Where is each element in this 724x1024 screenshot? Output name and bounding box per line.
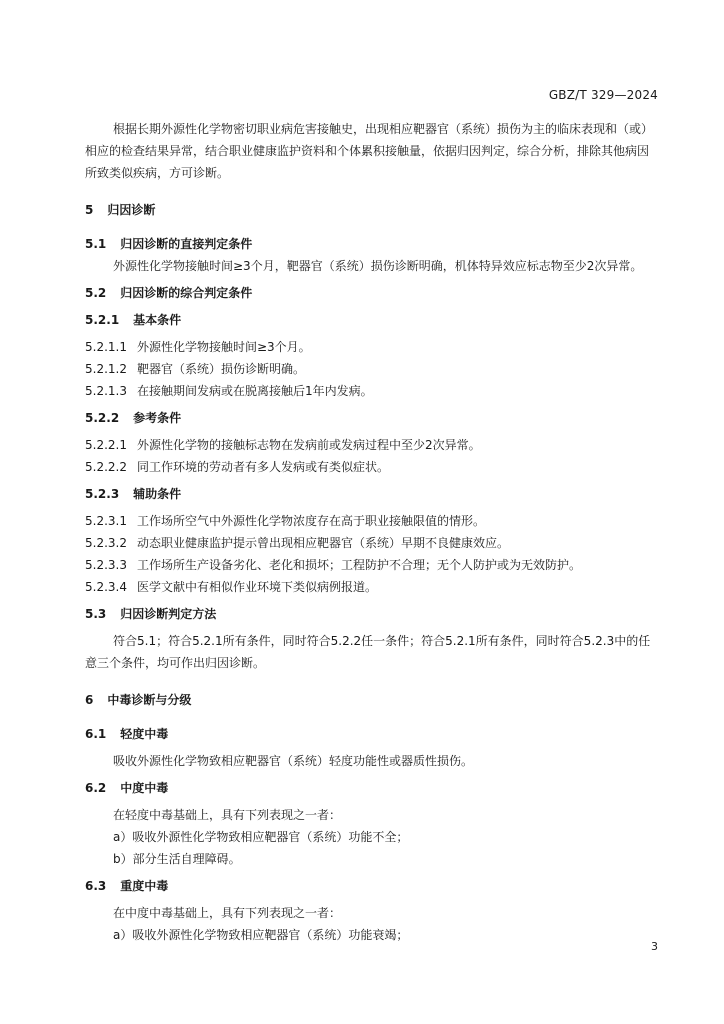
section-5-3-text: 符合5.1；符合5.2.1所有条件，同时符合5.2.2任一条件；符合5.2.1所有条件，同时符合5.2.3中的任意三个条件，均可作出归因诊断。: [85, 634, 651, 670]
item-number: 5.2.2.2: [85, 460, 127, 474]
item-text: 同工作环境的劳动者有多人发病或有类似症状。: [136, 460, 389, 474]
list-item: [85, 576, 660, 598]
item-number: 5.2.2.1: [85, 438, 127, 452]
item-number: 5.2.1.2: [85, 362, 127, 376]
section-number: 6.1: [85, 727, 107, 741]
section-5-2-heading: [85, 282, 660, 304]
page-number: 3: [651, 940, 658, 953]
item-text: 医学文献中有相似作业环境下类似病例报道。: [136, 580, 377, 594]
section-title: 轻度中毒: [120, 727, 169, 741]
item-number: 5.2.3.3: [85, 558, 127, 572]
section-6-2-lead: 在轻度中毒基础上，具有下列表现之一者：: [113, 808, 342, 822]
section-6-3-lead: 在中度中毒基础上，具有下列表现之一者：: [113, 906, 342, 920]
page-content: [85, 118, 660, 946]
section-number: 5.3: [85, 607, 107, 621]
section-6-3-heading: [85, 875, 660, 897]
section-title: 参考条件: [133, 411, 182, 425]
section-number: 6.3: [85, 879, 107, 893]
section-5-heading: [85, 199, 660, 221]
item-text: 外源性化学物的接触标志物在发病前或发病过程中至少2次异常。: [136, 438, 481, 452]
section-6-heading: [85, 689, 660, 711]
section-number: 5.2.2: [85, 411, 120, 425]
section-number: 5.2.3: [85, 487, 120, 501]
item-number: 5.2.3.2: [85, 536, 127, 550]
section-title: 归因诊断判定方法: [120, 607, 217, 621]
item-text: 工作场所生产设备劣化、老化和损坏；工程防护不合理；无个人防护或为无效防护。: [136, 558, 581, 572]
section-title: 归因诊断的直接判定条件: [120, 237, 253, 251]
list-item: a）吸收外源性化学物致相应靶器官（系统）功能衰竭；: [113, 928, 409, 942]
section-5-2-1-heading: [85, 309, 660, 331]
section-title: 基本条件: [133, 313, 182, 327]
list-item: [85, 456, 660, 478]
item-text: 外源性化学物接触时间≥3个月。: [136, 340, 311, 354]
list-item: [85, 532, 660, 554]
section-title: 中毒诊断与分级: [107, 693, 192, 707]
section-title: 归因诊断的综合判定条件: [120, 286, 253, 300]
section-title: 重度中毒: [120, 879, 169, 893]
intro-paragraph: 根据长期外源性化学物密切职业病危害接触史，出现相应靶器官（系统）损伤为主的临床表现和（或）相应的检查结果异常，结合职业健康监护资料和个体累积接触量，依据归因判定，综合分析，排除其他病因所致类似疾病，方可诊断。: [85, 122, 654, 180]
section-number: 5: [85, 203, 94, 217]
list-item: [85, 380, 660, 402]
section-6-2-heading: [85, 777, 660, 799]
list-item: [85, 434, 660, 456]
section-number: 5.2: [85, 286, 107, 300]
section-number: 5.2.1: [85, 313, 120, 327]
list-item: [85, 358, 660, 380]
section-5-2-3-heading: [85, 483, 660, 505]
section-5-1-heading: [85, 233, 660, 255]
section-5-2-2-heading: [85, 407, 660, 429]
item-text: 动态职业健康监护提示曾出现相应靶器官（系统）早期不良健康效应。: [136, 536, 509, 550]
item-text: 在接触期间发病或在脱离接触后1年内发病。: [136, 384, 373, 398]
section-5-1-text: 外源性化学物接触时间≥3个月，靶器官（系统）损伤诊断明确，机体特异效应标志物至少2次异常。: [113, 259, 643, 273]
section-title: 中度中毒: [120, 781, 169, 795]
section-number: 6.2: [85, 781, 107, 795]
list-item: [85, 336, 660, 358]
section-number: 5.1: [85, 237, 107, 251]
item-text: 工作场所空气中外源性化学物浓度存在高于职业接触限值的情形。: [136, 514, 485, 528]
list-item: a）吸收外源性化学物致相应靶器官（系统）功能不全；: [113, 830, 409, 844]
list-item: b）部分生活自理障碍。: [113, 852, 241, 866]
item-number: 5.2.1.1: [85, 340, 127, 354]
section-6-1-heading: [85, 723, 660, 745]
document-code: GBZ/T 329—2024: [548, 88, 658, 102]
list-item: [85, 510, 660, 532]
section-title: 辅助条件: [133, 487, 182, 501]
item-number: 5.2.1.3: [85, 384, 127, 398]
list-item: [85, 554, 660, 576]
item-number: 5.2.3.4: [85, 580, 127, 594]
section-title: 归因诊断: [107, 203, 156, 217]
item-text: 靶器官（系统）损伤诊断明确。: [136, 362, 305, 376]
section-number: 6: [85, 693, 94, 707]
section-5-3-heading: [85, 603, 660, 625]
item-number: 5.2.3.1: [85, 514, 127, 528]
section-6-1-text: 吸收外源性化学物致相应靶器官（系统）轻度功能性或器质性损伤。: [113, 754, 474, 768]
